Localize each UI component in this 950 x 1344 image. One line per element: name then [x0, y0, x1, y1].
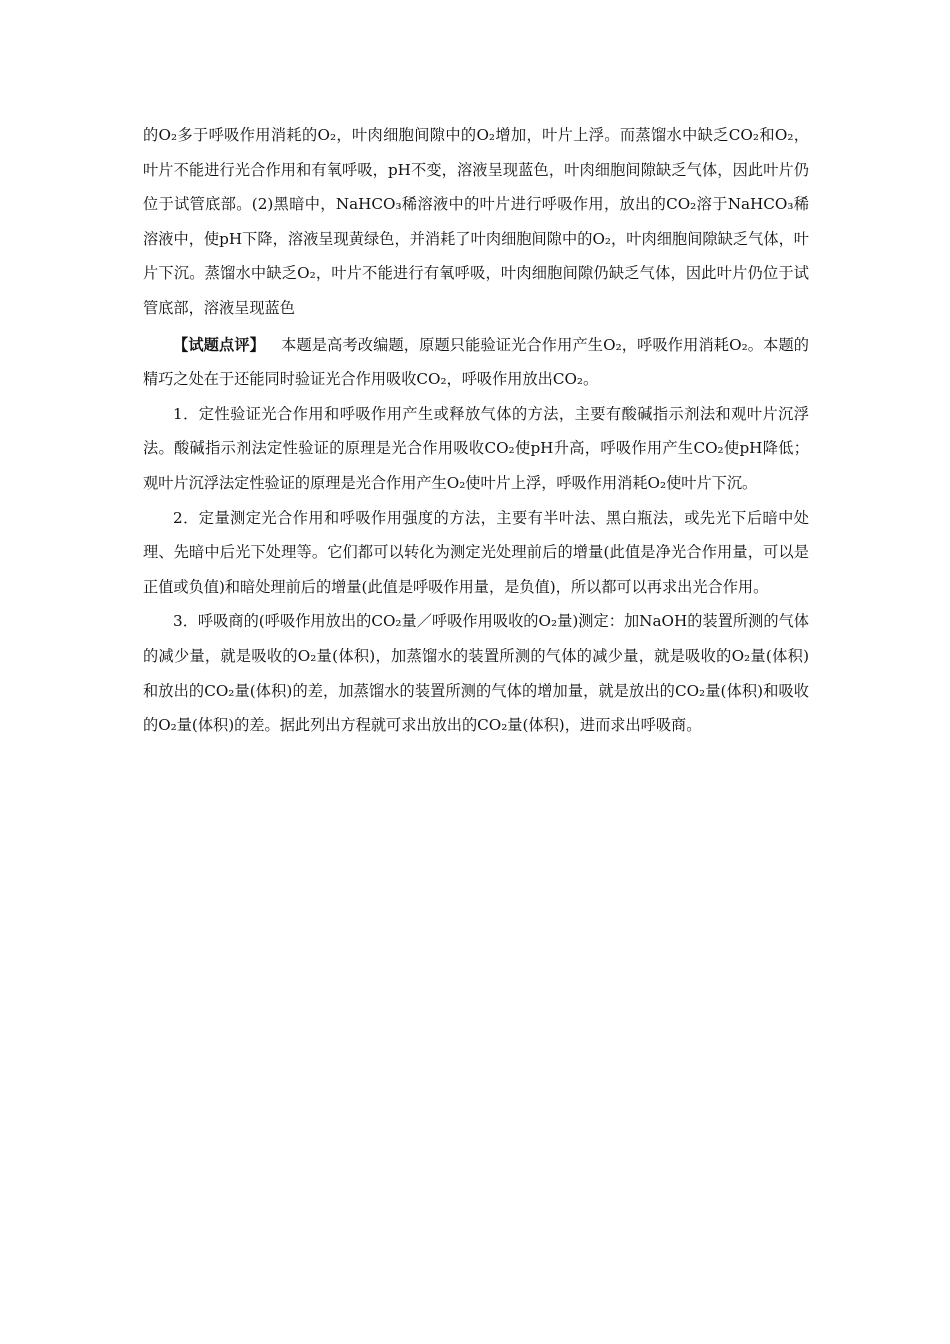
review-heading: 【试题点评】: [173, 335, 265, 354]
review-paragraph: [143, 328, 809, 397]
review-text: 本题是高考改编题，原题只能验证光合作用产生O₂，呼吸作用消耗O₂。本题的精巧之处在于还能同时验证光合作用吸收CO₂，呼吸作用放出CO₂。: [143, 335, 809, 389]
point-3-paragraph: 3．呼吸商的(呼吸作用放出的CO₂量／呼吸作用吸收的O₂量)测定：加NaOH的装置所测的气体的减少量，就是吸收的O₂量(体积)，加蒸馏水的装置所测的气体的减少量，就是吸收的O₂量(体积)和放出的CO₂量(体积)的差，加蒸馏水的装置所测的气体的增加量，就是放出的CO₂量(体积)和吸收的O₂量(体积)的差。据此列出方程就可求出放出的CO₂量(体积)，进而求出呼吸商。: [143, 612, 809, 735]
document-body: [143, 118, 809, 743]
answer-continuation-paragraph: 的O₂多于呼吸作用消耗的O₂，叶肉细胞间隙中的O₂增加，叶片上浮。而蒸馏水中缺乏CO₂和O₂，叶片不能进行光合作用和有氧呼吸，pH不变，溶液呈现蓝色，叶肉细胞间隙缺乏气体，因此叶片仍位于试管底部。(2)黑暗中，NaHCO₃稀溶液中的叶片进行呼吸作用，放出的CO₂溶于NaHCO₃稀溶液中，使pH下降，溶液呈现黄绿色，并消耗了叶肉细胞间隙中的O₂，叶肉细胞间隙缺乏气体，叶片下沉。蒸馏水中缺乏O₂，叶片不能进行有氧呼吸，叶肉细胞间隙仍缺乏气体，因此叶片仍位于试管底部，溶液呈现蓝色: [143, 126, 809, 317]
point-2-paragraph: 2．定量测定光合作用和呼吸作用强度的方法，主要有半叶法、黑白瓶法，或先光下后暗中处理、先暗中后光下处理等。它们都可以转化为测定光处理前后的增量(此值是净光合作用量，可以是正值或负值)和暗处理前后的增量(此值是呼吸作用量，是负值)，所以都可以再求出光合作用。: [143, 508, 809, 596]
point-1-paragraph: 1．定性验证光合作用和呼吸作用产生或释放气体的方法，主要有酸碱指示剂法和观叶片沉浮法。酸碱指示剂法定性验证的原理是光合作用吸收CO₂使pH升高，呼吸作用产生CO₂使pH降低；观叶片沉浮法定性验证的原理是光合作用产生O₂使叶片上浮，呼吸作用消耗O₂使叶片下沉。: [143, 404, 809, 492]
